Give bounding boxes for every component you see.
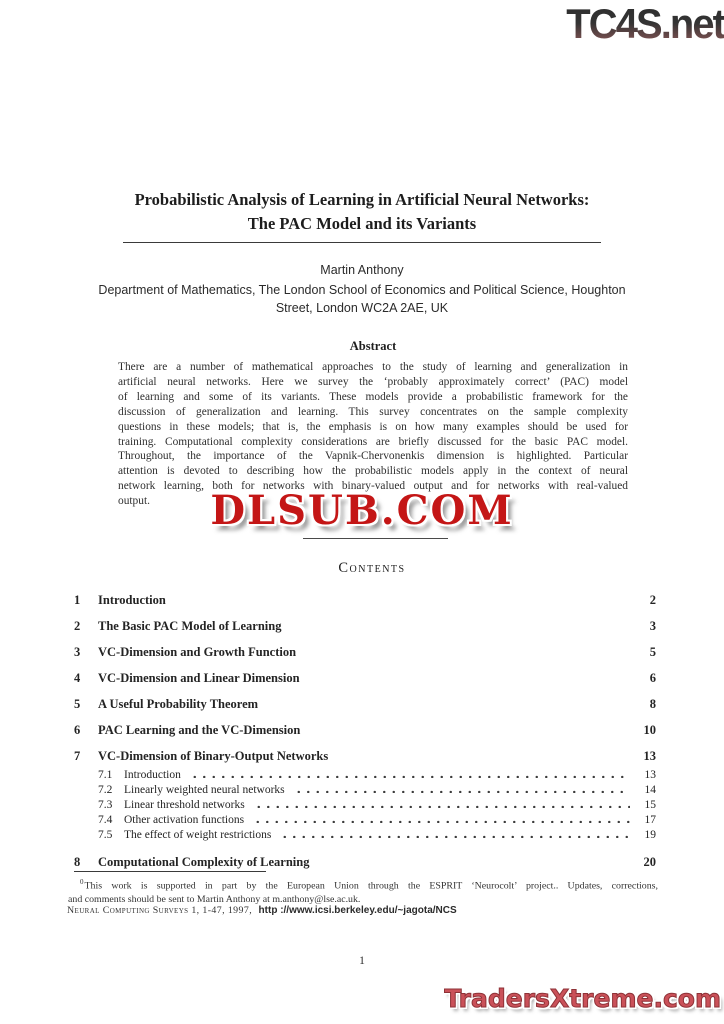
toc-entry-title: Computational Complexity of Learning	[98, 855, 310, 869]
footnote	[68, 876, 658, 907]
watermark-tradersxtreme: TradersXtreme.com	[444, 984, 721, 1013]
toc-entry	[74, 593, 656, 607]
title-divider-rule	[123, 242, 601, 243]
abstract-line: questions in these models; that is, the emphasis is on how many examples should be used for	[118, 420, 628, 433]
toc-entry-number: 7.5	[98, 829, 113, 841]
watermark-dlsub: DLSUB.COM	[210, 487, 514, 534]
toc-entry-number: 1	[74, 593, 81, 607]
toc-entry-page: 10	[643, 723, 656, 737]
toc-entry-number: 7.4	[98, 814, 113, 826]
toc-entry-page: 20	[643, 855, 656, 869]
toc-entry-title: Other activation functions	[124, 814, 245, 826]
toc-entry-number: 8	[74, 855, 81, 869]
toc-entry	[74, 671, 656, 685]
toc-entry-number: 5	[74, 697, 81, 711]
toc	[74, 593, 656, 869]
toc-subentry	[74, 813, 656, 828]
footnote-line-1	[68, 876, 658, 893]
toc-entry-page: 5	[649, 645, 656, 659]
paper-title-line-2: The PAC Model and its Variants	[247, 214, 477, 233]
toc-dotted-leader	[190, 774, 630, 778]
toc-entry-title: Linear threshold networks	[124, 799, 245, 811]
toc-entry-number: 7.3	[98, 799, 113, 811]
author-affiliation	[0, 281, 724, 317]
toc-entry	[74, 619, 656, 633]
toc-entry-number: 4	[74, 671, 81, 685]
toc-entry-page: 14	[644, 784, 656, 796]
toc-subentry	[74, 768, 656, 783]
toc-entry-page: 3	[649, 619, 656, 633]
toc-subentry	[74, 783, 656, 798]
toc-entry-page: 6	[649, 671, 656, 685]
toc-entry-number: 2	[74, 619, 81, 633]
footnote-text: This work is supported in part by the European Union through the ESPRIT ‘Neurocolt’ project.. Updates, corrections,	[84, 880, 658, 892]
footnote-marker: 0	[80, 878, 84, 886]
contents-heading: Contents	[338, 560, 406, 576]
affiliation-line-2: Street, London WC2A 2AE, UK	[275, 301, 449, 315]
watermark-tc4s: TC4S.net	[566, 0, 724, 47]
toc-dotted-leader	[294, 789, 630, 793]
footnote-line-2: and comments should be sent to Martin Anthony at m.anthony@lse.ac.uk.	[68, 894, 361, 906]
abstract-line: network learning, both for networks with binary-valued output and for networks with real-valued	[118, 480, 628, 493]
abstract-footnote-rule	[303, 538, 448, 539]
toc-entry-title: Linearly weighted neural networks	[124, 784, 285, 796]
abstract-line: of learning and some of its variants. These models provide a probabilistic framework for the	[118, 390, 628, 403]
abstract-line: attention is devoted to describing how the probabilistic models apply in the context of neural	[118, 465, 628, 478]
toc-entry-number: 7	[74, 749, 81, 763]
toc-subentry	[74, 798, 656, 813]
toc-entry-page: 13	[643, 749, 656, 763]
toc-entry	[74, 723, 656, 737]
abstract-heading: Abstract	[349, 339, 397, 353]
toc-entry-number: 3	[74, 645, 81, 659]
toc-entry-title: The Basic PAC Model of Learning	[98, 619, 282, 633]
toc-entry-title: Introduction	[98, 593, 166, 607]
toc-entry-title: Introduction	[124, 769, 181, 781]
abstract-line: There are a number of mathematical approaches to the study of learning and generalization in	[118, 361, 628, 373]
toc-entry-page: 19	[644, 829, 656, 841]
toc-entry	[74, 855, 656, 869]
page-number: 1	[359, 955, 365, 967]
abstract-line: artificial neural networks. Here we survey the ‘probably approximately correct’ (PAC) model	[118, 375, 628, 388]
journal-url: http ://www.icsi.berkeley.edu/~jagota/NCS	[258, 905, 457, 916]
author-name: Martin Anthony	[320, 263, 404, 277]
toc-entry-number: 7.2	[98, 784, 113, 796]
toc-entry	[74, 749, 656, 763]
journal-line	[67, 905, 457, 916]
abstract-line: Throughout, the importance of the Vapnik-Chervonenkis dimension is highlighted. Particular	[118, 450, 628, 463]
abstract-line: discussion of generalization and learning. This survey concentrates on the sample complexity	[118, 405, 628, 418]
toc-entry-title: PAC Learning and the VC-Dimension	[98, 723, 301, 737]
toc-dotted-leader	[254, 804, 630, 808]
toc-dotted-leader	[280, 834, 630, 838]
toc-entry-number: 7.1	[98, 769, 113, 781]
toc-subentry	[74, 828, 656, 843]
abstract-line: output.	[118, 495, 150, 508]
toc-entry-number: 6	[74, 723, 81, 737]
paper-title	[0, 188, 724, 236]
toc-entry-page: 17	[644, 814, 656, 826]
toc-entry-title: VC-Dimension and Growth Function	[98, 645, 297, 659]
abstract-line: training. Computational complexity considerations are briefly discussed for the basic PAC model.	[118, 435, 628, 448]
toc-entry-title: VC-Dimension of Binary-Output Networks	[98, 749, 329, 763]
toc-entry-title: VC-Dimension and Linear Dimension	[98, 671, 300, 685]
affiliation-line-1: Department of Mathematics, The London School of Economics and Political Science, Houghton	[98, 283, 626, 297]
paper-title-line-1: Probabilistic Analysis of Learning in Artificial Neural Networks:	[134, 190, 590, 209]
footnote-rule	[74, 871, 266, 872]
toc-dotted-leader	[253, 819, 630, 823]
toc-entry-page: 8	[649, 697, 656, 711]
toc-entry-page: 13	[644, 769, 656, 781]
journal-citation: Neural Computing Surveys 1, 1-47, 1997,	[67, 905, 253, 916]
toc-entry	[74, 697, 656, 711]
toc-entry-page: 15	[644, 799, 656, 811]
toc-entry	[74, 645, 656, 659]
toc-entry-title: The effect of weight restrictions	[124, 829, 272, 841]
toc-entry-page: 2	[649, 593, 656, 607]
toc-entry-title: A Useful Probability Theorem	[98, 697, 259, 711]
